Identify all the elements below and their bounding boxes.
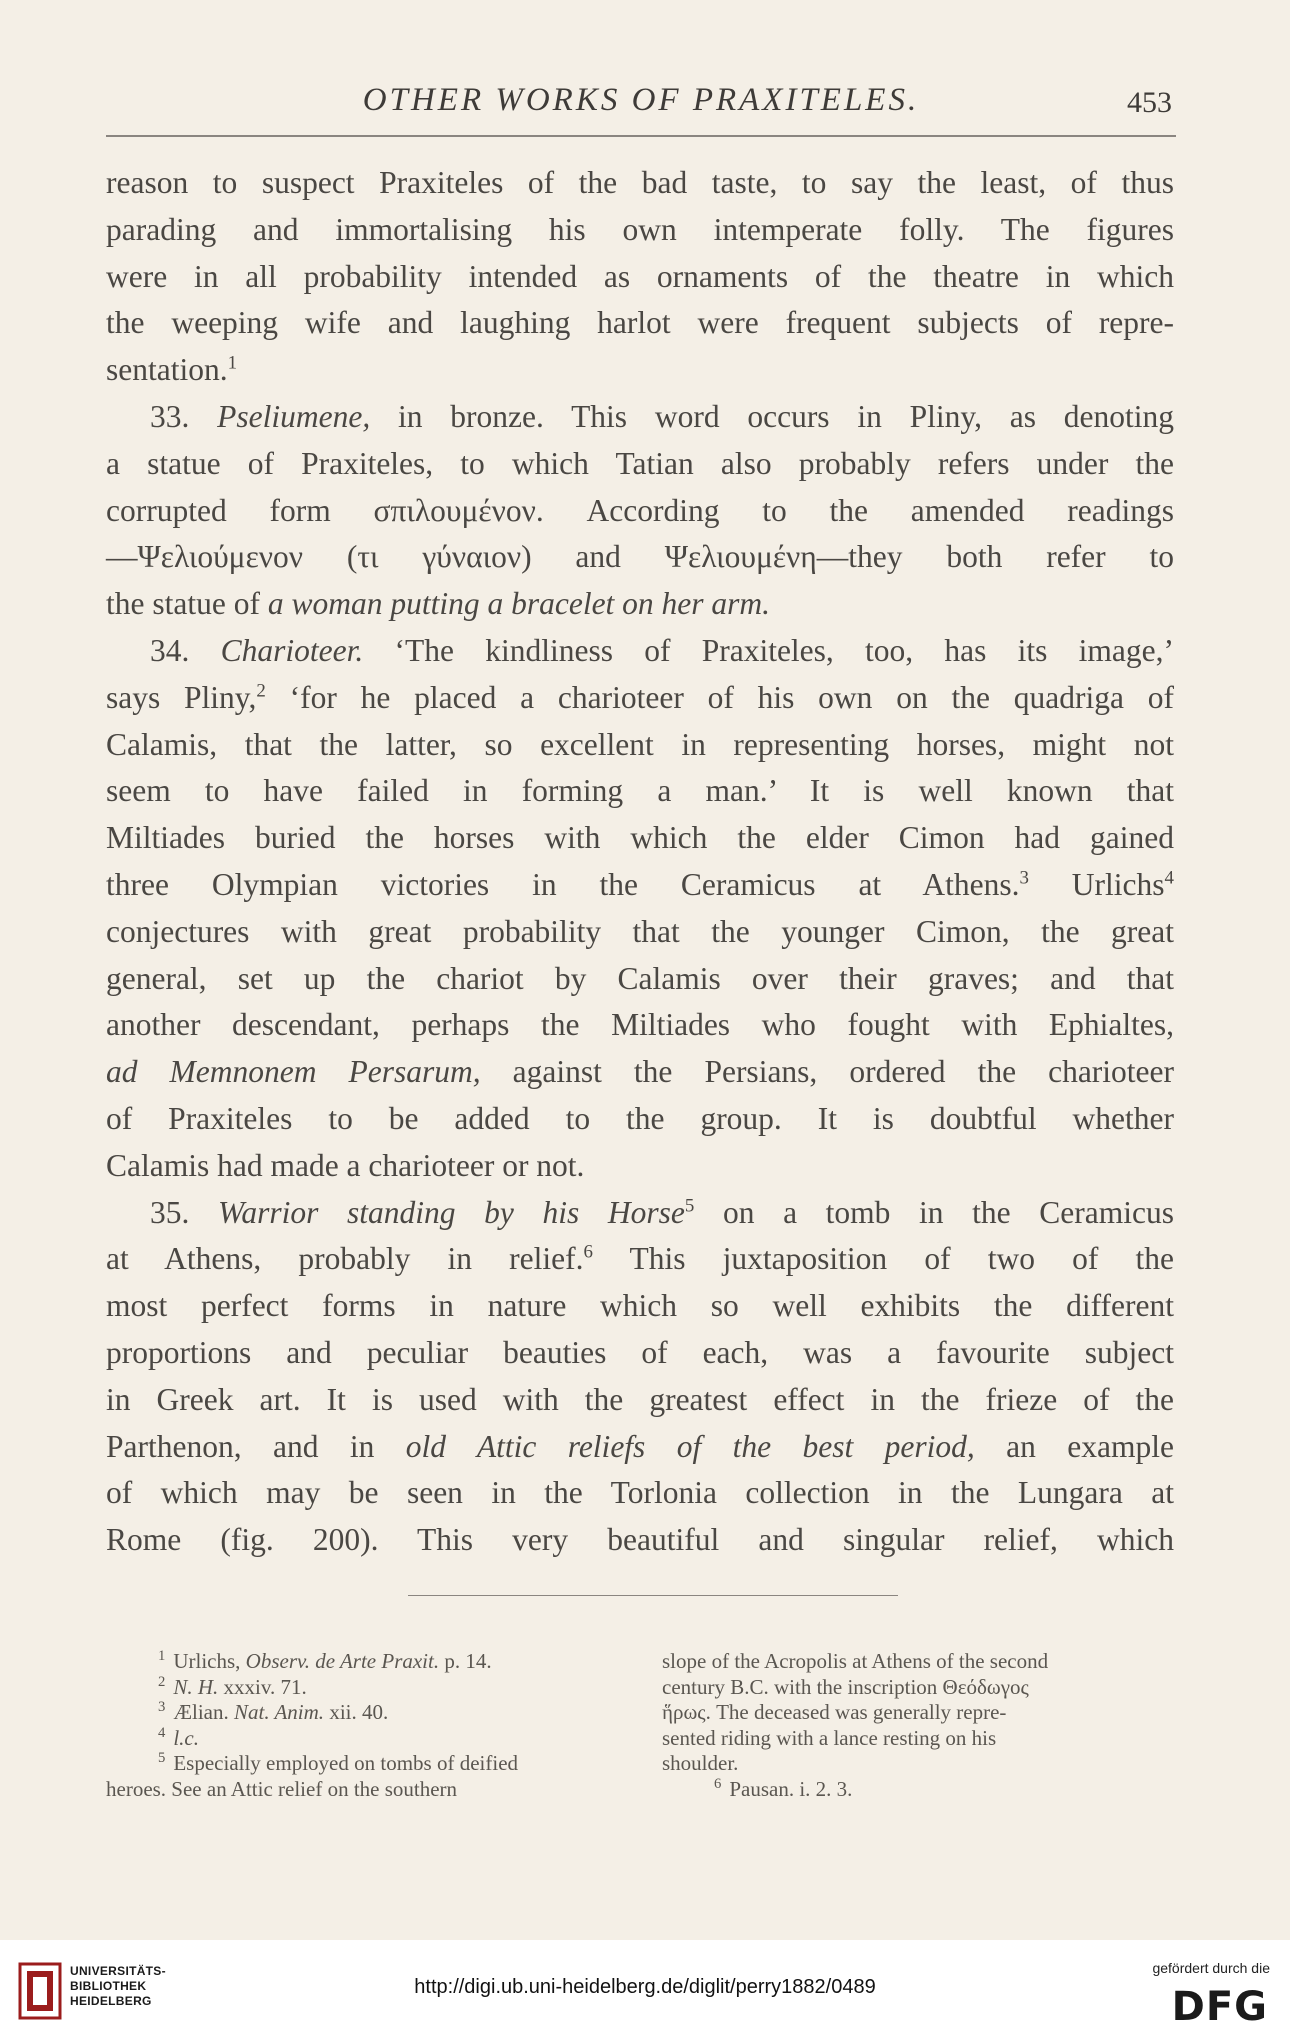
footnote-ref: 4 — [1164, 867, 1174, 889]
footnote-continuation: slope of the Acropolis at Athens of the second — [662, 1649, 1049, 1673]
funder-label: gefördert durch die — [1152, 1960, 1270, 1976]
text-line: at Athens, probably in relief.$^6$ This juxtaposition of two of the — [106, 1241, 1174, 1277]
footnote-ref: 6 — [583, 1241, 593, 1263]
text-line: reason to suspect Praxiteles of the bad taste, to say the least, of thus — [106, 165, 1174, 200]
section-number: 34. — [150, 632, 190, 668]
text-line: proportions and peculiar beauties of each, was a favourite subject — [106, 1334, 1174, 1370]
dfg-logo[interactable]: DFG — [1171, 1984, 1268, 2030]
footnote: $^3$ Ælian. Nat. Anim. xii. 40. — [158, 1699, 389, 1724]
section-number: 35. — [150, 1194, 190, 1230]
text-line: Rome (fig. 200). This very beautiful and singular relief, which — [106, 1522, 1174, 1558]
footnotes-right-column — [662, 1649, 1174, 1802]
footnote: $^5$ Especially employed on tombs of deified — [158, 1750, 519, 1775]
section-35-first-line: 35. Warrior standing by his Horse$^5$ on a tomb in the Ceramicus — [150, 1194, 1174, 1230]
text-line: corrupted form σπιλουμένον. According to the amended readings — [106, 492, 1174, 528]
page-number: 453 — [1127, 86, 1172, 119]
body-text — [106, 160, 1174, 1564]
text-line: general, set up the chariot by Calamis over their graves; and that — [106, 960, 1174, 996]
footnote-ref: 2 — [256, 680, 266, 702]
section-33-first-line: 33. Pseliumene, in bronze. This word occurs in Pliny, as denoting — [150, 398, 1174, 434]
text-line: Miltiades buried the horses with which the elder Cimon had gained — [106, 820, 1174, 856]
text-line: Calamis had made a charioteer or not. — [106, 1147, 585, 1183]
text-line: of Praxiteles to be added to the group. It is doubtful whether — [106, 1100, 1174, 1136]
footnote-rule — [408, 1595, 898, 1596]
footnote-continuation: shoulder. — [662, 1751, 739, 1775]
text-line: another descendant, perhaps the Miltiades who fought with Ephialtes, — [106, 1007, 1174, 1043]
footnotes-left-column — [106, 1649, 626, 1802]
footnote-continuation: ἥρως. The deceased was generally repre- — [662, 1700, 1007, 1724]
text-line: ad Memnonem Persarum, against the Persians, ordered the charioteer — [106, 1054, 1174, 1090]
section-number: 33. — [150, 398, 190, 434]
text-line: Calamis, that the latter, so excellent in representing horses, might not — [106, 726, 1174, 762]
section-title: Charioteer. — [220, 632, 364, 668]
text-line: parading and immortalising his own intemperate folly. The figures — [106, 211, 1174, 247]
text-line: seem to have failed in forming a man.’ It is well known that — [106, 773, 1174, 809]
text-line: Parthenon, and in old Attic reliefs of the best period, an example — [106, 1428, 1174, 1464]
text-line: —Ψελιούμενον (τι γύναιον) and Ψελιουμένη—they both refer to — [106, 539, 1174, 575]
text-line: were in all probability intended as ornaments of the theatre in which — [106, 258, 1174, 294]
text-line: of which may be seen in the Torlonia collection in the Lungara at — [106, 1475, 1174, 1511]
footnote-continuation: heroes. See an Attic relief on the southern — [106, 1776, 458, 1801]
text-line: in Greek art. It is used with the greatest effect in the frieze of the — [106, 1381, 1174, 1417]
page-header — [106, 82, 1176, 132]
footnote-continuation: century B.C. with the inscription Θεόδωγος — [662, 1674, 1029, 1699]
text-line: conjectures with great probability that the younger Cimon, the great — [106, 913, 1174, 949]
footnote-ref: 3 — [1019, 867, 1029, 889]
text-line: the statue of a woman putting a bracelet on her arm. — [106, 586, 771, 622]
library-name: UNIVERSITÄTS- BIBLIOTHEK HEIDELBERG — [70, 1964, 166, 2008]
section-34-first-line: 34. Charioteer. ‘The kindliness of Praxiteles, too, has its image,’ — [150, 632, 1174, 668]
text-line: sentation.$^1$ — [106, 352, 238, 388]
footnote: $^4$ l.c. — [158, 1724, 199, 1750]
footnote: $^2$ N. H. xxxiv. 71. — [158, 1673, 307, 1699]
section-title: Pseliumene, — [217, 398, 371, 434]
text-line: the weeping wife and laughing harlot were frequent subjects of repre- — [106, 305, 1174, 341]
text-line: most perfect forms in nature which so well exhibits the different — [106, 1288, 1174, 1324]
footnote: $^6$ Pausan. i. 2. 3. — [714, 1775, 853, 1801]
footnote-ref: 1 — [227, 352, 238, 374]
text-line: says Pliny,$^2$ ‘for he placed a charioteer of his own on the quadriga of — [106, 679, 1174, 715]
text-line: a statue of Praxiteles, to which Tatian also probably refers under the — [106, 445, 1174, 481]
running-title: OTHER WORKS OF PRAXITELES. — [362, 82, 920, 118]
text-line: three Olympian victories in the Ceramicus at Athens.$^3$ Urlichs$^4$ — [106, 866, 1174, 902]
section-title: Warrior standing by his Horse — [218, 1194, 685, 1230]
footnote-ref: 5 — [684, 1195, 695, 1217]
footnote-continuation: sented riding with a lance resting on his — [662, 1725, 997, 1750]
footer — [0, 1940, 1290, 2041]
footnote: $^1$ Urlichs, Observ. de Arte Praxit. p. 14. — [158, 1648, 492, 1673]
permalink[interactable]: http://digi.ub.uni-heidelberg.de/diglit/perry1882/0489 — [414, 1976, 876, 1998]
header-rule — [106, 135, 1176, 137]
